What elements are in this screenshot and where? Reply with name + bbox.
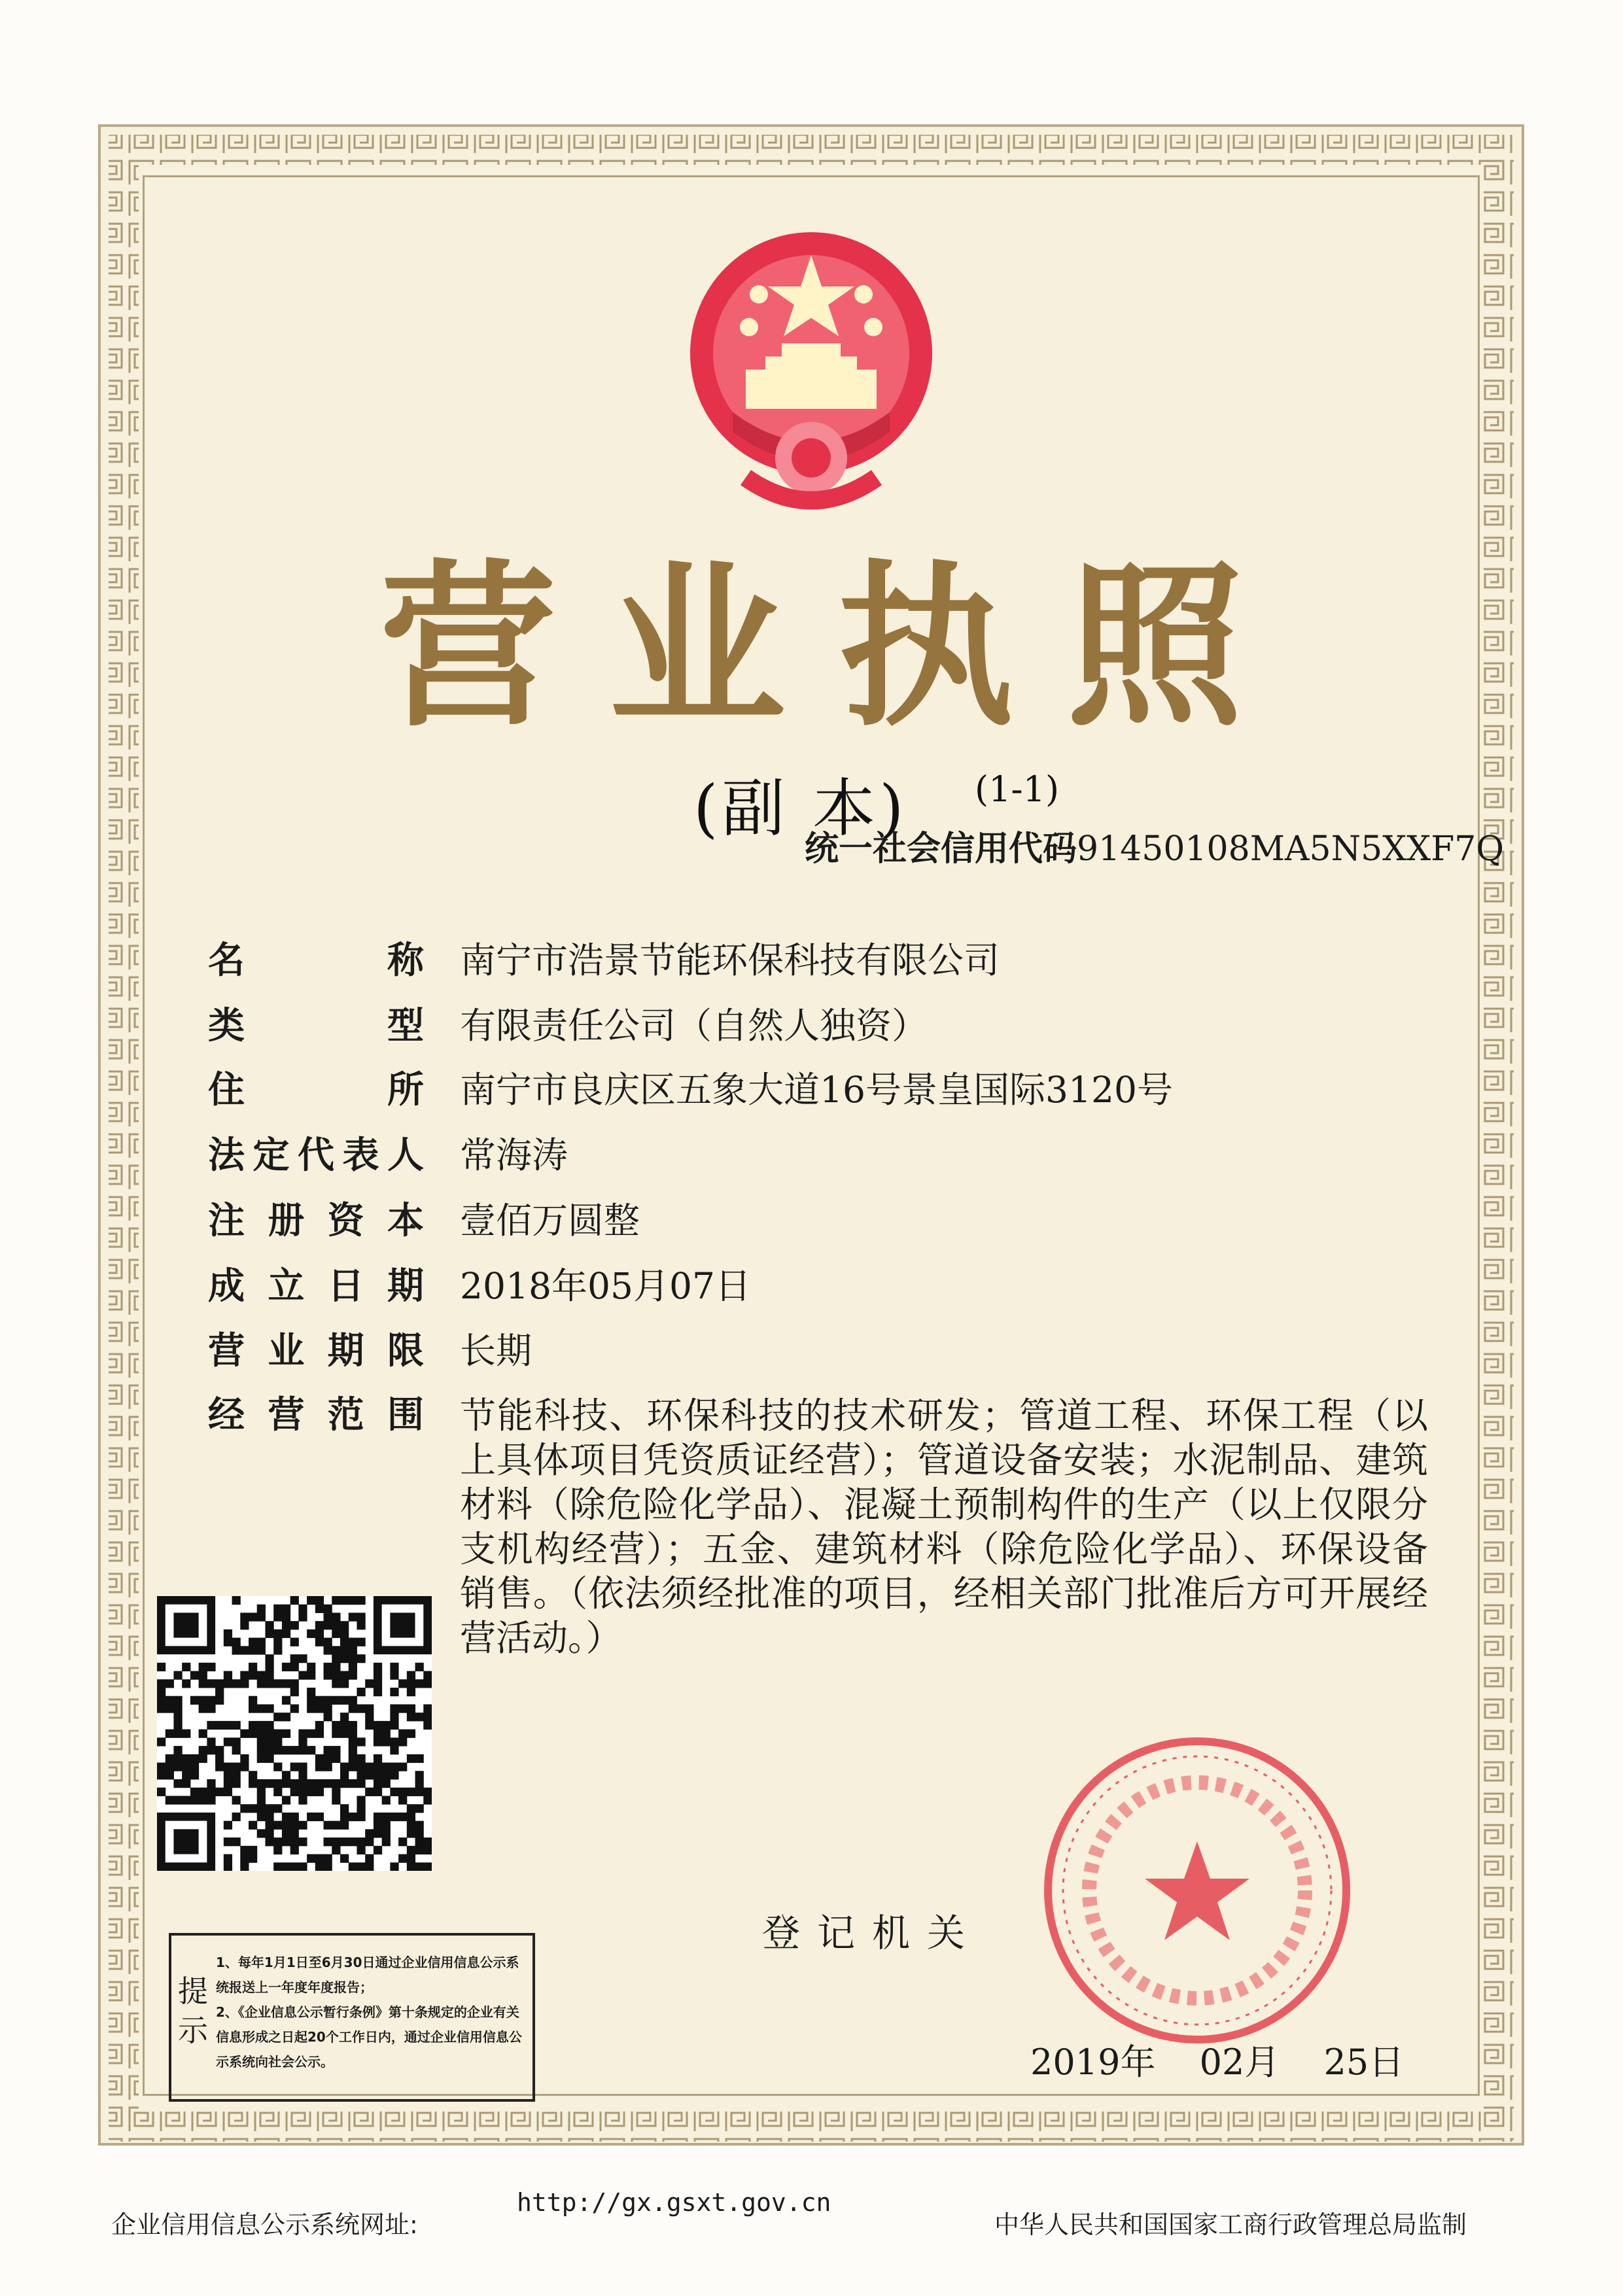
credit-code-value: 91450108MA5N5XXF7Q <box>1077 829 1504 869</box>
footer-supervisor: 中华人民共和国国家工商行政管理总局监制 <box>994 2210 1467 2239</box>
field-label: 成立日期 <box>208 1265 424 1308</box>
field-value: 2018年05月07日 <box>460 1265 751 1307</box>
notice-item: 1、每年1月1日至6月30日通过企业信用信息公示系统报送上一年度年度报告； <box>216 1955 519 1995</box>
footer-website-url[interactable]: http://gx.gsxt.gov.cn <box>517 2188 831 2217</box>
notice-list <box>216 1950 523 2074</box>
field-label: 注册资本 <box>208 1200 424 1242</box>
issue-year: 2019 <box>1030 2042 1121 2083</box>
issue-month: 02 <box>1199 2042 1245 2083</box>
issue-month-unit: 月 <box>1244 2042 1280 2083</box>
field-label: 经营范围 <box>208 1394 424 1436</box>
copy-number: (1-1) <box>975 769 1060 810</box>
official-seal <box>1034 1727 1361 2054</box>
certificate-title: 营业执照 <box>379 544 1296 750</box>
issue-date <box>1030 2034 1404 2085</box>
issue-day-unit: 日 <box>1369 2042 1405 2083</box>
footer-website-label: 企业信用信息公示系统网址: <box>111 2210 418 2239</box>
credit-code-row <box>805 821 1504 870</box>
field-label: 名称 <box>208 939 424 982</box>
issue-year-unit: 年 <box>1120 2042 1156 2083</box>
field-value: 常海涛 <box>460 1134 568 1176</box>
field-label: 类型 <box>208 1005 424 1047</box>
issue-day: 25 <box>1323 2042 1369 2083</box>
notice-item: 2、《企业信息公示暂行条例》第十条规定的企业有关信息形成之日起20个工作日内，通过企业信用信息公示系统向社会公示。 <box>216 2004 522 2070</box>
qr-code[interactable] <box>157 1596 432 1871</box>
national-emblem <box>667 216 955 530</box>
field-value: 南宁市浩景节能环保科技有限公司 <box>460 939 1000 981</box>
field-value: 有限责任公司（自然人独资） <box>460 1005 928 1047</box>
notice-title: 提示 <box>178 1974 208 2048</box>
notice-box <box>169 1933 535 2102</box>
copy-label: (副 本) <box>693 772 908 845</box>
field-label: 营业期限 <box>208 1330 424 1372</box>
business-scope-text: 节能科技、环保科技的技术研发；管道工程、环保工程（以上具体项目凭资质证经营）；管道设备安装；水泥制品、建筑材料（除危险化学品）、混凝土预制构件的生产（以上仅限分支机构经营）；五金、建筑材料（除危险化学品）、环保设备销售。（依法须经批准的项目，经相关部门批准后方可开展经营活动。） <box>460 1395 1428 1659</box>
field-value: 壹佰万圆整 <box>460 1200 640 1242</box>
field-label: 法定代表人 <box>208 1134 424 1177</box>
field-value: 长期 <box>460 1330 532 1372</box>
credit-code-label: 统一社会信用代码 <box>805 829 1077 869</box>
field-value: 南宁市良庆区五象大道16号景皇国际3120号 <box>460 1069 1173 1111</box>
registration-authority-label: 登记机关 <box>762 1911 983 1955</box>
field-label: 住所 <box>208 1069 424 1111</box>
